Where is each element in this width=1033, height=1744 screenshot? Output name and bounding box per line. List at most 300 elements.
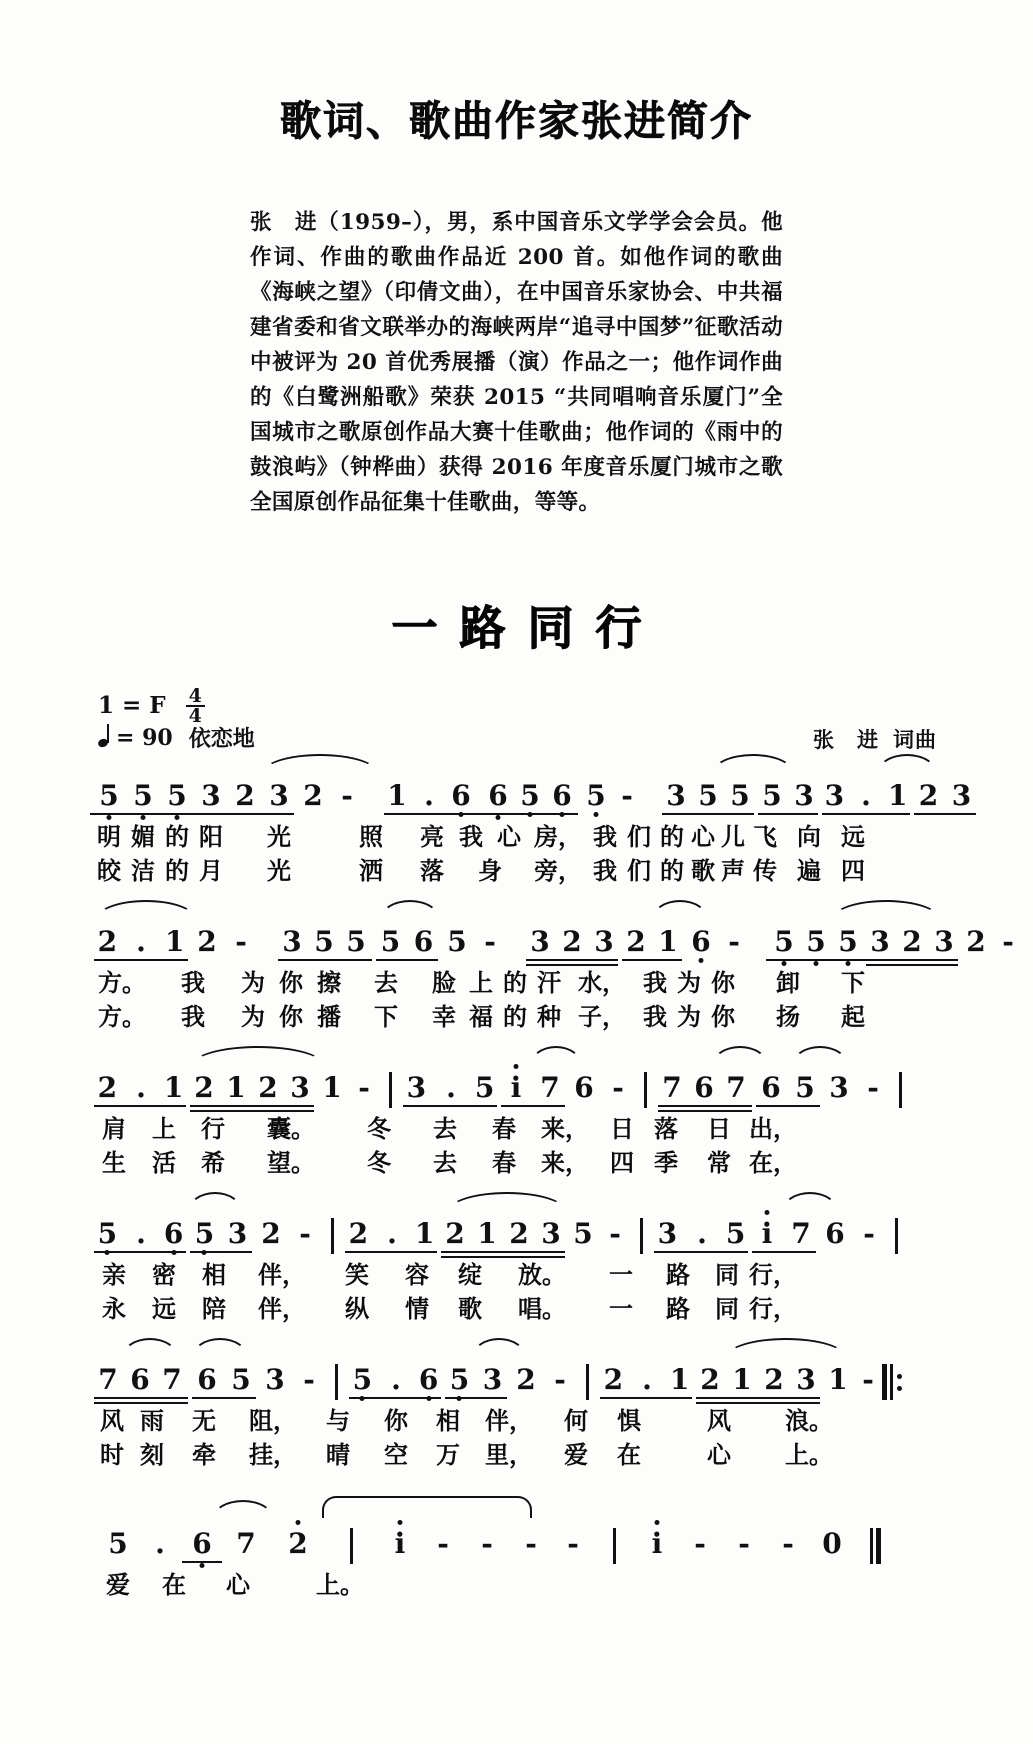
- measure: [379, 1529, 593, 1568]
- measure: [92, 781, 364, 820]
- lyric-syllable: 出，: [749, 1115, 797, 1143]
- lyric-syllable: 心: [707, 1441, 731, 1469]
- note: 2: [918, 779, 939, 812]
- time-signature-denominator: 4: [188, 705, 202, 728]
- lyric-syllable: 远: [152, 1295, 176, 1323]
- lyric-syllable: 心: [691, 823, 715, 851]
- note: 3: [796, 1363, 816, 1396]
- lyric-syllable: 我: [593, 823, 617, 851]
- lyrics-row-verse2: [92, 1292, 953, 1326]
- lyric-syllable: 我: [181, 1003, 205, 1031]
- measure: [382, 781, 642, 820]
- note: 1: [164, 925, 185, 958]
- lyric-syllable: 落: [654, 1115, 678, 1143]
- note: 5: [768, 927, 800, 966]
- lyric-syllable: 季: [654, 1149, 678, 1177]
- notation-row-5: [92, 1352, 953, 1404]
- lyric-syllable: 遍: [797, 857, 821, 885]
- note: 6: [130, 1363, 150, 1396]
- lyric-syllable: 日: [707, 1115, 731, 1143]
- note: 3: [406, 1071, 427, 1104]
- lyric-syllable: 光: [267, 823, 291, 851]
- duration-dash: -: [299, 1217, 311, 1250]
- note: 2: [194, 1071, 214, 1104]
- lyric-syllable: 雨: [140, 1407, 164, 1435]
- quarter-note-icon: [98, 727, 109, 749]
- lyric-syllable: 同: [715, 1295, 739, 1323]
- duration-dash: -: [694, 1527, 706, 1560]
- lyric-syllable: 我: [181, 969, 205, 997]
- lyric-syllable: 下: [841, 969, 865, 997]
- duration-dash: -: [862, 1363, 874, 1396]
- lyric-syllable: 上: [469, 969, 493, 997]
- lyric-syllable: 的: [503, 1003, 527, 1031]
- note: 5: [108, 1527, 128, 1560]
- note: 5: [97, 1217, 118, 1250]
- final-barline: [870, 1524, 881, 1564]
- note: 5: [346, 925, 366, 958]
- notation-row-6: [100, 1516, 953, 1568]
- note: 3: [870, 925, 890, 958]
- lyric-syllable: 我: [459, 823, 483, 851]
- score-system-1: [0, 768, 1033, 888]
- beam-group: [620, 927, 684, 966]
- lyric-syllable: 旁，: [534, 857, 582, 885]
- beam-group: [652, 1219, 750, 1258]
- lyric-syllable: 擦: [317, 969, 341, 997]
- lyric-syllable: 绽: [458, 1261, 482, 1289]
- note: 2: [197, 925, 217, 958]
- note: 2: [445, 1217, 465, 1250]
- lyric-syllable: 风: [707, 1407, 731, 1435]
- measure: [276, 927, 506, 966]
- note: 1: [163, 1071, 184, 1104]
- duration-dash: -: [303, 1363, 315, 1396]
- note: 6: [413, 925, 434, 958]
- lyric-syllable: 飞: [753, 823, 777, 851]
- note: 7: [726, 1071, 746, 1104]
- beam-group: [343, 1219, 439, 1258]
- note: 6: [694, 1071, 714, 1104]
- lyric-syllable: 情: [405, 1295, 429, 1323]
- note: 7: [540, 1071, 560, 1104]
- beam-group: [750, 1219, 818, 1258]
- note: 7: [791, 1217, 811, 1250]
- note: 5: [725, 1217, 746, 1250]
- note: 6: [482, 781, 514, 820]
- duration-dash: -: [554, 1363, 566, 1396]
- note: 5: [762, 779, 782, 812]
- beam-group: [912, 781, 978, 820]
- duration-dash: -: [567, 1527, 579, 1560]
- lyric-syllable: 囊。: [267, 1115, 315, 1143]
- beam-group: [92, 1365, 190, 1404]
- lyric-syllable: 去: [433, 1149, 457, 1177]
- note: 5: [314, 925, 334, 958]
- lyric-syllable: 媚: [131, 823, 155, 851]
- beam-group: [190, 1365, 258, 1404]
- slur-icon: [712, 1046, 768, 1065]
- note: 6: [691, 925, 711, 958]
- barline: [899, 1072, 902, 1108]
- lyric-syllable: 在，: [749, 1149, 797, 1177]
- lyric-syllable: 皎: [97, 857, 121, 885]
- note: 5: [160, 781, 194, 820]
- lyric-syllable: 路: [666, 1261, 690, 1289]
- lyric-syllable: 在: [617, 1441, 641, 1469]
- lyric-syllable: 风: [100, 1407, 124, 1435]
- beam-group: [499, 1073, 567, 1112]
- measure: [92, 927, 258, 966]
- beam-group: [656, 1073, 754, 1112]
- lyric-syllable: 来，: [541, 1115, 589, 1143]
- note: 3: [794, 779, 814, 812]
- lyric-syllable: 你: [711, 969, 735, 997]
- score-system-5: [0, 1352, 1033, 1472]
- score-system-4: [0, 1206, 1033, 1326]
- note: 3: [530, 925, 550, 958]
- augmentation-dot: .: [697, 1217, 707, 1250]
- beam-group: [374, 927, 440, 966]
- lyric-syllable: 的: [660, 823, 684, 851]
- lyric-syllable: 春: [492, 1149, 516, 1177]
- beam-group: [514, 781, 580, 820]
- beam-group: [276, 927, 374, 966]
- beam-group: [756, 781, 820, 820]
- lyric-syllable: 活: [152, 1149, 176, 1177]
- song-title: 一路同行: [391, 601, 664, 655]
- duration-dash: -: [1002, 925, 1014, 958]
- note: 5: [730, 779, 750, 812]
- duration-dash: -: [358, 1071, 370, 1104]
- beam-group: [820, 781, 912, 820]
- duration-dash: -: [782, 1527, 794, 1560]
- note: 1: [669, 1363, 690, 1396]
- note: i: [651, 1527, 663, 1560]
- tie-icon: [322, 1496, 532, 1518]
- score-header: [0, 680, 1033, 768]
- slur-icon: [188, 1192, 242, 1211]
- note: 2: [509, 1217, 529, 1250]
- slur-icon: [472, 1338, 526, 1357]
- barline: [331, 1218, 334, 1254]
- lyric-syllable: 房，: [534, 823, 582, 851]
- slur-icon: [192, 1046, 324, 1065]
- lyrics-row-verse1: [92, 966, 953, 1000]
- beam-group: [754, 1073, 822, 1112]
- lyric-syllable: 的: [165, 823, 189, 851]
- lyric-syllable: 我: [643, 1003, 667, 1031]
- lyrics-row-verse1: [92, 1404, 953, 1438]
- lyric-syllable: 常: [707, 1149, 731, 1177]
- note: 2: [516, 1363, 536, 1396]
- lyric-syllable: 行，: [749, 1295, 797, 1323]
- note: 7: [662, 1071, 682, 1104]
- note: 5: [231, 1363, 251, 1396]
- barline: [586, 1364, 589, 1400]
- lyric-syllable: 放。: [518, 1261, 566, 1289]
- note: 3: [227, 1217, 248, 1250]
- note: 2: [902, 925, 922, 958]
- beam-group: [439, 1219, 567, 1258]
- lyric-syllable: 一: [609, 1261, 633, 1289]
- note: 1: [658, 925, 678, 958]
- note: 6: [761, 1071, 781, 1104]
- score-system-3: [0, 1060, 1033, 1180]
- lyric-syllable: 福: [469, 1003, 493, 1031]
- note: 3: [934, 925, 954, 958]
- notation-row-4: [92, 1206, 953, 1258]
- duration-dash: -: [728, 925, 740, 958]
- note: 2: [258, 1071, 278, 1104]
- lyric-syllable: 方。: [98, 969, 146, 997]
- beam-group: [382, 781, 482, 820]
- lyric-syllable: 刻: [140, 1441, 164, 1469]
- lyric-syllable: 永: [102, 1295, 126, 1323]
- augmentation-dot: .: [424, 779, 434, 812]
- measure: [768, 927, 1024, 966]
- barline: [644, 1072, 647, 1108]
- note: i: [761, 1217, 773, 1250]
- note: 2: [97, 1071, 118, 1104]
- duration-dash: -: [612, 1071, 624, 1104]
- lyric-syllable: 播: [317, 1003, 341, 1031]
- lyric-syllable: 时: [100, 1441, 124, 1469]
- lyric-syllable: 去: [433, 1115, 457, 1143]
- note: 3: [482, 1363, 503, 1396]
- lyric-syllable: 空: [384, 1441, 408, 1469]
- note: 3: [666, 779, 686, 812]
- duration-dash: -: [525, 1527, 537, 1560]
- lyric-syllable: 洁: [131, 857, 155, 885]
- duration-dash: -: [437, 1527, 449, 1560]
- note: 6: [418, 1363, 439, 1396]
- note: 3: [269, 779, 289, 812]
- lyric-syllable: 你: [384, 1407, 408, 1435]
- measure: [92, 1219, 322, 1258]
- note: 2: [97, 925, 118, 958]
- augmentation-dot: .: [136, 925, 146, 958]
- lyric-syllable: 纵: [345, 1295, 369, 1323]
- barline: [613, 1528, 616, 1564]
- beam-group: [524, 927, 620, 966]
- measure: [92, 1365, 326, 1404]
- lyric-syllable: 望。: [267, 1149, 315, 1177]
- lyric-syllable: 一: [609, 1295, 633, 1323]
- lyric-syllable: 我: [593, 857, 617, 885]
- page-title: 歌词、歌曲作家张进简介: [280, 97, 753, 145]
- beam-group: [443, 1365, 509, 1404]
- lyrics-row-verse1: [100, 1568, 953, 1602]
- note: 2: [603, 1363, 624, 1396]
- note: 5: [586, 779, 606, 812]
- lyric-syllable: 声: [721, 857, 745, 885]
- note: 1: [477, 1217, 497, 1250]
- measure: [92, 1073, 380, 1112]
- notation-row-2: [92, 914, 1014, 966]
- barline: [895, 1218, 898, 1254]
- slur-icon: [832, 900, 940, 919]
- beam-group: [401, 1073, 499, 1112]
- duration-dash: -: [621, 779, 633, 812]
- barline: [350, 1528, 353, 1564]
- lyric-syllable: 我: [643, 969, 667, 997]
- note: 2: [235, 779, 255, 812]
- lyric-syllable: 亮: [420, 823, 444, 851]
- augmentation-dot: .: [155, 1527, 165, 1560]
- lyrics-row-verse2: [92, 1000, 953, 1034]
- lyric-syllable: 行，: [749, 1261, 797, 1289]
- note: 2: [966, 925, 986, 958]
- note: 6: [451, 779, 471, 812]
- lyric-syllable: 无: [192, 1407, 216, 1435]
- note: 3: [282, 925, 302, 958]
- lyric-syllable: 唱。: [518, 1295, 566, 1323]
- note: 0: [822, 1527, 842, 1560]
- lyric-syllable: 子，: [578, 1003, 626, 1031]
- duration-dash: -: [863, 1217, 875, 1250]
- lyric-syllable: 幸: [432, 1003, 456, 1031]
- barline: [640, 1218, 643, 1254]
- lyrics-row-verse1: [92, 1112, 953, 1146]
- lyric-syllable: 同: [715, 1261, 739, 1289]
- note: 1: [828, 1363, 848, 1396]
- note: 5: [447, 925, 467, 958]
- duration-dash: -: [481, 1527, 493, 1560]
- slur-icon: [192, 1338, 248, 1357]
- note: i: [394, 1527, 406, 1560]
- lyric-syllable: 身: [478, 857, 502, 885]
- lyric-syllable: 们: [627, 857, 651, 885]
- lyric-syllable: 下: [374, 1003, 398, 1031]
- augmentation-dot: .: [387, 1217, 397, 1250]
- note: 2: [261, 1217, 281, 1250]
- measure: [524, 927, 750, 966]
- lyrics-row-verse2: [92, 1438, 953, 1472]
- lyric-syllable: 日: [610, 1115, 634, 1143]
- measure: [347, 1365, 577, 1404]
- measure: [343, 1219, 631, 1258]
- measure: [636, 1529, 854, 1568]
- note: 2: [288, 1527, 308, 1560]
- note: 1: [322, 1071, 342, 1104]
- slur-icon: [792, 1046, 848, 1065]
- note: 1: [887, 779, 908, 812]
- augmentation-dot: .: [136, 1217, 146, 1250]
- slur-icon: [212, 1500, 274, 1519]
- lyric-syllable: 卸: [776, 969, 800, 997]
- lyric-syllable: 与: [326, 1407, 350, 1435]
- note: 1: [732, 1363, 752, 1396]
- notation-row-1: [92, 768, 972, 820]
- note: 2: [764, 1363, 784, 1396]
- note: 6: [552, 779, 572, 812]
- lyric-syllable: 容: [405, 1261, 429, 1289]
- slur-icon: [96, 900, 196, 919]
- note: 2: [303, 779, 323, 812]
- beam-group: [194, 781, 296, 820]
- lyric-syllable: 春: [492, 1115, 516, 1143]
- lyric-syllable: 冬: [367, 1149, 391, 1177]
- note: 5: [474, 1071, 495, 1104]
- lyric-syllable: 为: [241, 1003, 265, 1031]
- measure: [656, 1073, 890, 1112]
- augmentation-dot: .: [136, 1071, 146, 1104]
- lyric-syllable: 洒: [359, 857, 383, 885]
- lyric-syllable: 为: [241, 969, 265, 997]
- lyric-syllable: 肩: [102, 1115, 126, 1143]
- key-label: 1 = F: [98, 691, 166, 719]
- measure: [100, 1529, 324, 1568]
- lyric-syllable: 脸: [432, 969, 456, 997]
- note: 3: [290, 1071, 310, 1104]
- note: 7: [236, 1527, 256, 1560]
- time-signature: [186, 685, 205, 728]
- lyric-syllable: 惧: [617, 1407, 641, 1435]
- duration-dash: -: [867, 1071, 879, 1104]
- note: 5: [573, 1217, 593, 1250]
- barline: [389, 1072, 392, 1108]
- lyric-syllable: 晴: [326, 1441, 350, 1469]
- lyric-syllable: 来，: [541, 1149, 589, 1177]
- lyric-syllable: 里，: [485, 1441, 533, 1469]
- slur-icon: [122, 1338, 178, 1357]
- beam-group: [92, 1073, 188, 1112]
- notation-row-3: [92, 1060, 953, 1112]
- lyric-syllable: 水，: [578, 969, 626, 997]
- lyric-syllable: 歌: [691, 857, 715, 885]
- lyric-syllable: 的: [165, 857, 189, 885]
- note: 5: [832, 927, 864, 966]
- lyric-syllable: 心: [497, 823, 521, 851]
- note: 5: [698, 779, 718, 812]
- note: 7: [98, 1363, 118, 1396]
- lyric-syllable: 上。: [785, 1441, 833, 1469]
- measure: [660, 781, 978, 820]
- note: 5: [92, 781, 126, 820]
- note: 5: [449, 1363, 470, 1396]
- lyric-syllable: 照: [359, 823, 383, 851]
- lyrics-row-verse1: [92, 1258, 953, 1292]
- duration-dash: -: [341, 779, 353, 812]
- note: 3: [541, 1217, 561, 1250]
- lyric-syllable: 传: [753, 857, 777, 885]
- note: 6: [825, 1217, 845, 1250]
- duration-dash: -: [738, 1527, 750, 1560]
- lyric-syllable: 明: [97, 823, 121, 851]
- tempo-value: = 90: [116, 724, 173, 751]
- lyric-syllable: 生: [102, 1149, 126, 1177]
- note: 2: [348, 1217, 369, 1250]
- lyric-syllable: 陪: [202, 1295, 226, 1323]
- repeat-end-sign: [882, 1360, 902, 1400]
- lyric-syllable: 歌: [458, 1295, 482, 1323]
- lyric-syllable: 希: [201, 1149, 225, 1177]
- slur-icon: [782, 1192, 838, 1211]
- note: 3: [657, 1217, 678, 1250]
- lyric-syllable: 冬: [367, 1115, 391, 1143]
- lyrics-row-verse2: [92, 854, 953, 888]
- lyric-syllable: 爱: [564, 1441, 588, 1469]
- lyric-syllable: 向: [797, 823, 821, 851]
- note: 2: [626, 925, 646, 958]
- note: 6: [163, 1217, 184, 1250]
- lyric-syllable: 路: [666, 1295, 690, 1323]
- note: 5: [194, 1217, 215, 1250]
- note: 3: [824, 779, 845, 812]
- note: 1: [414, 1217, 435, 1250]
- lyric-syllable: 亲: [102, 1261, 126, 1289]
